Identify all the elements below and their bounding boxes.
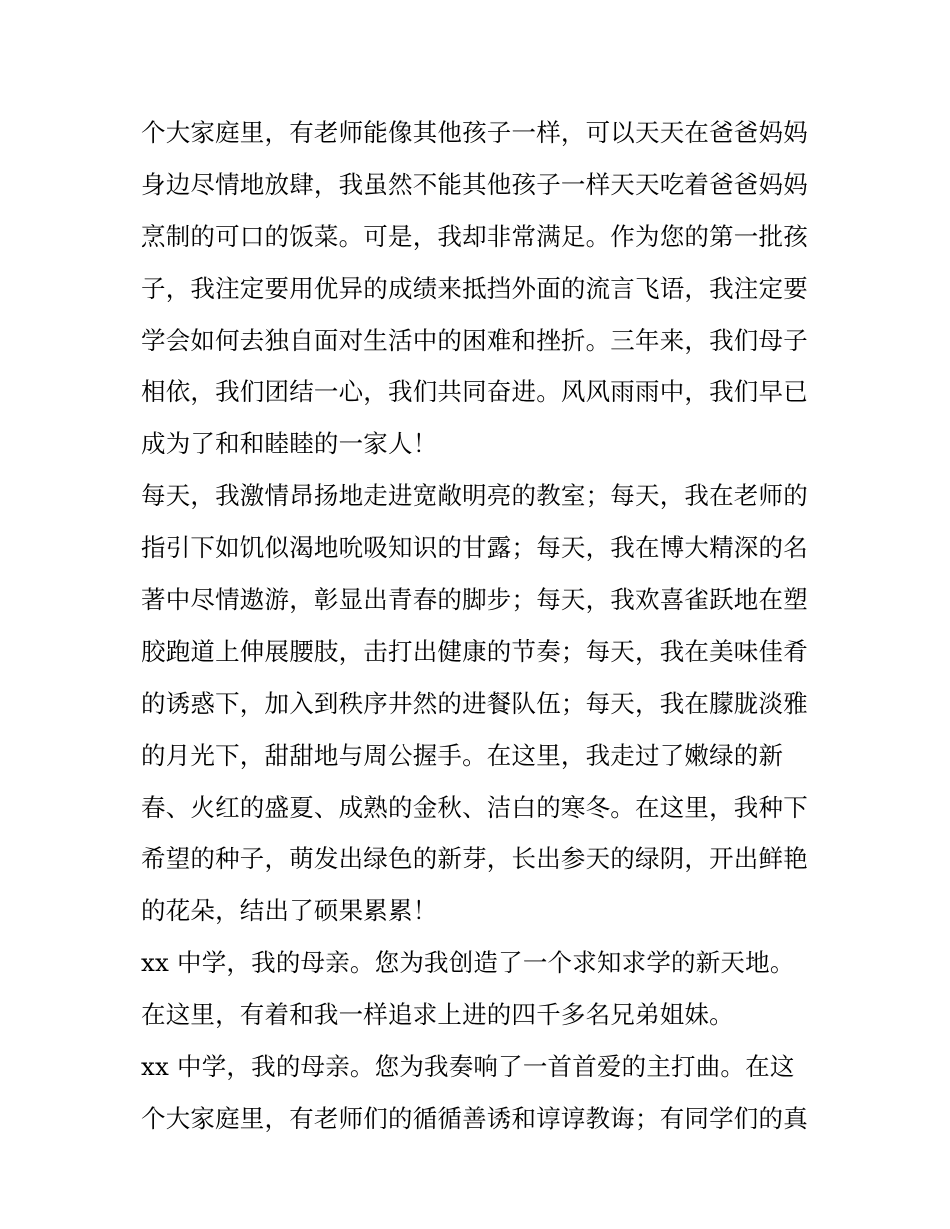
- text-line: 在这里，有着和我一样追求上进的四千多名兄弟姐妹。: [141, 1000, 734, 1030]
- text-line: 胶跑道上伸展腰肢，击打出健康的节奏；每天，我在美味佳肴: [141, 636, 808, 666]
- text-line: 著中尽情遨游，彰显出青春的脚步；每天，我欢喜雀跃地在塑: [141, 585, 808, 615]
- text-line: 指引下如饥似渴地吮吸知识的甘露；每天，我在博大精深的名: [141, 533, 808, 563]
- text-line: xx 中学，我的母亲。您为我奏响了一首首爱的主打曲。在这: [141, 1052, 795, 1082]
- text-line: 每天，我激情昂扬地走进宽敞明亮的教室；每天，我在老师的: [141, 481, 808, 511]
- text-line: 个大家庭里，有老师能像其他孩子一样，可以天天在爸爸妈妈: [141, 118, 808, 147]
- text-line: 相依，我们团结一心，我们共同奋进。风风雨雨中，我们早已: [141, 377, 808, 407]
- text-line: 学会如何去独自面对生活中的困难和挫折。三年来，我们母子: [141, 325, 808, 355]
- text-line: 希望的种子，萌发出绿色的新芽，长出参天的绿阴，开出鲜艳: [141, 844, 808, 874]
- text-line: 成为了和和睦睦的一家人！: [141, 429, 438, 459]
- text-line: 烹制的可口的饭菜。可是，我却非常满足。作为您的第一批孩: [141, 221, 808, 251]
- text-line: 身边尽情地放肆，我虽然不能其他孩子一样天天吃着爸爸妈妈: [141, 169, 808, 199]
- text-line: 子，我注定要用优异的成绩来抵挡外面的流言飞语，我注定要: [141, 273, 808, 303]
- text-line: 的诱惑下，加入到秩序井然的进餐队伍；每天，我在朦胧淡雅: [141, 688, 808, 718]
- text-line: 的月光下，甜甜地与周公握手。在这里，我走过了嫩绿的新: [141, 740, 784, 770]
- body-text: [141, 107, 821, 1145]
- text-line: 的花朵，结出了硕果累累！: [141, 896, 438, 926]
- text-line: xx 中学，我的母亲。您为我创造了一个求知求学的新天地。: [141, 948, 795, 978]
- text-line: 春、火红的盛夏、成熟的金秋、洁白的寒冬。在这里，我种下: [141, 792, 808, 822]
- text-line: 个大家庭里，有老师们的循循善诱和谆谆教诲；有同学们的真: [141, 1103, 808, 1133]
